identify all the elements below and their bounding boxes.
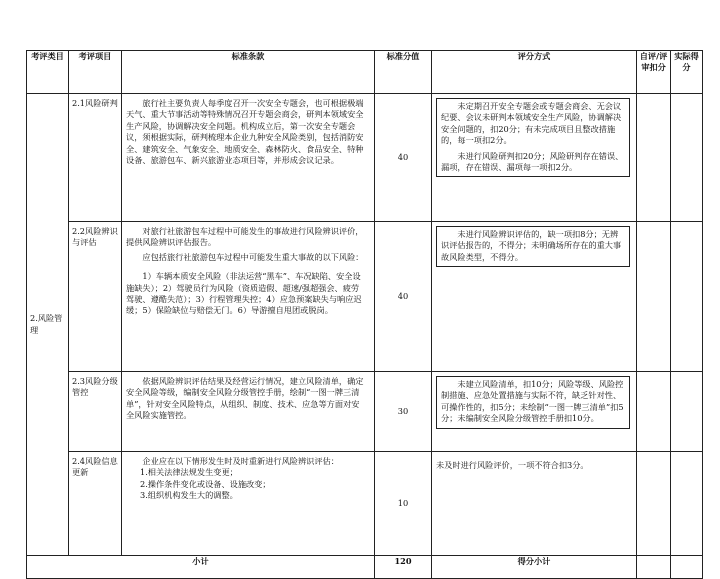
table-row [27, 94, 703, 222]
actual-score-cell [671, 222, 703, 372]
standard-text: 对旅行社旅游包车过程中可能发生的事故进行风险辨识评价，提供风险辨识评估报告。 [126, 226, 364, 248]
header-score: 标准分值 [375, 51, 432, 94]
method-text: 未及时进行风险评价，一项不符合扣3分。 [436, 460, 589, 470]
method-cell [432, 452, 637, 556]
standard-cell [122, 94, 375, 222]
standard-text: 1.相关法律法规发生变更； [140, 467, 238, 478]
standard-cell [122, 452, 375, 556]
method-box [436, 98, 630, 177]
actual-score-cell [671, 452, 703, 556]
header-actual-score: 实际得分 [671, 51, 703, 94]
table-row [27, 452, 703, 556]
score-cell: 40 [375, 222, 432, 372]
header-standard: 标准条款 [122, 51, 375, 94]
standard-cell [122, 222, 375, 372]
self-review-cell [637, 372, 671, 452]
header-method: 评分方式 [432, 51, 637, 94]
score-cell: 10 [375, 452, 432, 556]
table-row [27, 372, 703, 452]
self-review-cell [637, 556, 671, 579]
standard-text: 1）车辆本质安全风险（非法运营“黑车”、车况缺陷、安全设施缺失）；2）驾驶员行为风险（资质造假、超速/强超强会、疲劳驾驶、遵酷失范）；3）行程管理失控；4）应急预案缺失与响应迟缓；5）保险缺位与赔偿无门。6）导游擅自甩团或脱岗。 [126, 271, 362, 316]
score-subtotal-label: 得分小计 [432, 556, 637, 579]
actual-score-cell [671, 94, 703, 222]
category-cell: 2.风险管理 [27, 94, 69, 556]
standard-text: 依据风险辨识评估结果及经营运行情况，建立风险清单，确定安全风险等级，编制安全风险分级管控手册，绘制“一图一牌三清单”，针对安全风险特点，从组织、制度、技术、应急等方面对安全风险实施管控。 [126, 376, 364, 421]
item-cell: 2.1风险研判 [69, 94, 122, 222]
subtotal-row [27, 556, 703, 579]
self-review-cell [637, 94, 671, 222]
actual-score-cell [671, 556, 703, 579]
item-cell: 2.3风险分级管控 [69, 372, 122, 452]
method-cell [432, 372, 637, 452]
standard-text: 应包括旅行社旅游包车过程中可能发生重大事故的以下风险： [142, 251, 364, 262]
self-review-cell [637, 452, 671, 556]
evaluation-table [26, 50, 703, 579]
header-self-review: 自评/评审扣分 [637, 51, 671, 94]
header-item: 考评项目 [69, 51, 122, 94]
method-text: 未进行风险辨识评估的，缺一项扣8分；无辨识评估报告的，不得分；未明确场所存在的重大事故风险类型，不得分。 [441, 229, 622, 262]
method-cell [432, 94, 637, 222]
subtotal-label: 小计 [27, 556, 375, 579]
method-box [436, 376, 630, 429]
standard-text: 旅行社主要负责人每季度召开一次安全专题会，也可根据极端天气、重大节事活动等特殊情况召开专题会商会，研判本领域安全生产风险，协调解决安全问题。机构成立后，第一次安全专题会议，须根据实际，研判梳理本企业九种安全风险类别，包括消防安全、建筑安全、气象安全、地质安全、森林防火、食品安全、特种设备、旅游包车、新兴旅游业态项目等，并形成会议记录。 [126, 98, 364, 166]
score-cell: 40 [375, 94, 432, 222]
method-text: 未定期召开安全专题会或专题会商会、无会议纪要、会议未研判本领域安全生产风险，协调解决安全问题的，扣20分；有未完成项目且整改措施的，每一项扣2分。 [441, 101, 622, 146]
standard-text: 企业应在以下情形发生时及时重新进行风险辨识评估： [142, 456, 339, 466]
score-cell: 30 [375, 372, 432, 452]
method-text: 未建立风险清单，扣10分；风险等级、风险控制措施、应急处置措施与实际不符，缺乏针对性、可操作性的，扣5分；未绘制“一图一牌三清单”扣5分；未编制安全风险分级管控手册扣10分。 [441, 379, 624, 424]
method-cell [432, 222, 637, 372]
table-header-row [27, 51, 703, 94]
actual-score-cell [671, 372, 703, 452]
method-box [436, 226, 630, 267]
item-cell: 2.2风险辨识与评估 [69, 222, 122, 372]
standard-text: 2.操作条件变化或设备、设施改变； [140, 478, 271, 489]
self-review-cell [637, 222, 671, 372]
standard-text: 3.组织机构发生大的调整。 [140, 490, 238, 501]
method-text: 未进行风险研判扣20分；风险研判存在错误、漏项，存在错误、漏项每一项扣2分。 [441, 150, 624, 173]
item-cell: 2.4风险信息更新 [69, 452, 122, 556]
standard-cell [122, 372, 375, 452]
table-row [27, 222, 703, 372]
header-category: 考评类目 [27, 51, 69, 94]
subtotal-score: 120 [375, 556, 432, 579]
